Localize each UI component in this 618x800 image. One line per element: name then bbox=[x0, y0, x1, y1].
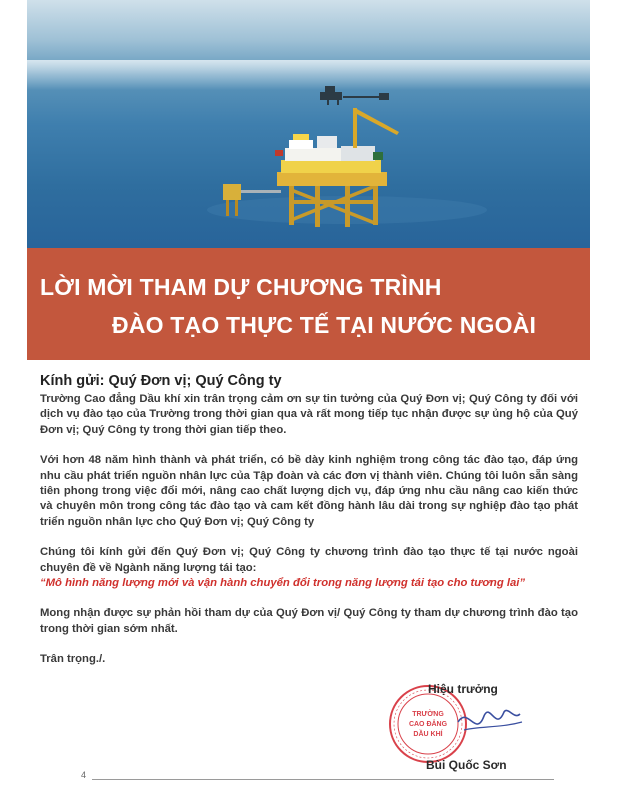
paragraph-invitation: Chúng tôi kính gửi đến Quý Đơn vị; Quý Công ty chương trình đào tạo thực tế tại nước ngoài chuyên đề về Ngành năng lượng tái tạo: bbox=[40, 546, 578, 574]
platform-illustration bbox=[27, 0, 590, 248]
svg-text:TRƯỜNG: TRƯỜNG bbox=[412, 711, 444, 718]
offshore-platform-photo bbox=[27, 0, 590, 248]
letter-body bbox=[40, 372, 578, 668]
closing: Trân trọng./. bbox=[40, 653, 106, 666]
banner-title-line2: ĐÀO TẠO THỰC TẾ TẠI NƯỚC NGOÀI bbox=[112, 312, 537, 338]
spacer bbox=[40, 591, 578, 606]
title-banner bbox=[27, 248, 590, 360]
paragraph-history: Với hơn 48 năm hình thành và phát triển, có bề dày kinh nghiệm trong công tác đào tạo, đáp ứng nhu cầu phát triển nguồn nhân lực của Tập đoàn và các đơn vị thành viên. Chúng tôi luôn sẵn sàng tiên phong trong việc đổi mới, nâng cao chất lượng dịch vụ, đáp ứng nhu cầu nâng cao kiến thức và chuyên môn trong công tác đào tạo và cam kết đồng hành lâu dài trong sự nghiệp đào tạo phát triển nguồn nhân lực cho Quý Đơn vị; Quý Công ty bbox=[40, 454, 578, 528]
signer-title: Hiệu trưởng bbox=[428, 682, 498, 696]
spacer bbox=[40, 637, 578, 652]
svg-text:DẦU KHÍ: DẦU KHÍ bbox=[413, 731, 443, 738]
svg-text:CAO ĐẲNG: CAO ĐẲNG bbox=[408, 721, 448, 728]
signer-name: Bùi Quốc Sơn bbox=[426, 758, 507, 772]
program-title: “Mô hình năng lượng mới và vận hành chuyển đổi trong năng lượng tái tạo cho tương lai” bbox=[40, 577, 526, 590]
banner-title-line1: LỜI MỜI THAM DỰ CHƯƠNG TRÌNH bbox=[40, 274, 442, 300]
footer-divider bbox=[92, 779, 554, 780]
page-number: 4 bbox=[81, 770, 87, 780]
paragraph-thanks: Trường Cao đẳng Dầu khí xin trân trọng cảm ơn sự tin tưởng của Quý Đơn vị; Quý Công ty đối với dịch vụ đào tạo của Trường trong thời gian qua và rất mong tiếp tục nhận được sự ủng hộ của Quý Đơn vị; Quý Công ty trong thời gian tiếp theo. bbox=[40, 393, 578, 436]
spacer bbox=[40, 438, 578, 453]
paragraph-response: Mong nhận được sự phản hồi tham dự của Quý Đơn vị/ Quý Công ty tham dự chương trình đào tạo trong thời gian sớm nhất. bbox=[40, 607, 578, 635]
salutation: Kính gửi: Quý Đơn vị; Quý Công ty bbox=[40, 373, 282, 389]
spacer bbox=[40, 530, 578, 545]
signature-block bbox=[380, 676, 580, 776]
